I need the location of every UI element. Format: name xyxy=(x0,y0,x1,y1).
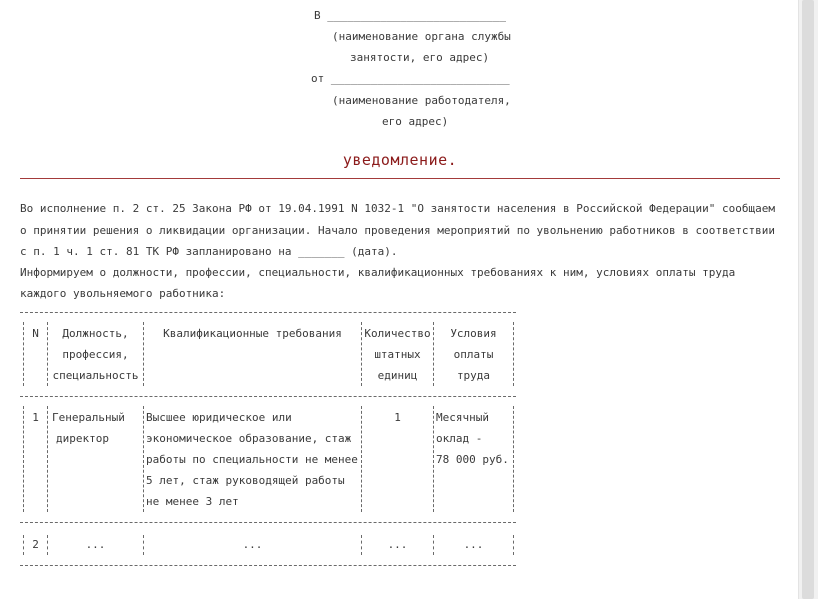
vertical-scrollbar[interactable] xyxy=(798,0,818,599)
row-1-num: 1 xyxy=(32,411,39,424)
row-2-pay: ... xyxy=(463,538,484,551)
row-1-pay: Месячный xyxy=(436,411,489,424)
table-rule-row-1 xyxy=(20,522,516,523)
row-1-pay: 78 000 руб. xyxy=(436,453,509,466)
row-1-qualification: 5 лет, стаж руководящей работы xyxy=(146,474,345,487)
table-col-border xyxy=(513,535,514,555)
recipient-caption: (наименование органа службы xyxy=(332,30,511,43)
sender-caption: (наименование работодателя, xyxy=(332,94,511,107)
body-line-4: Информируем о должности, профессии, специальности, квалификационных требованиях к ним, условиях оплаты труда xyxy=(20,266,736,279)
table-rule-header xyxy=(20,396,516,397)
row-2-qualification: ... xyxy=(242,538,263,551)
document-title: уведомление. xyxy=(342,151,458,169)
sender-caption-2: его адрес) xyxy=(382,115,449,128)
title-divider xyxy=(20,178,780,179)
row-1-quantity: 1 xyxy=(394,411,401,424)
header-qualification: Квалификационные требования xyxy=(163,327,342,340)
row-2-quantity: ... xyxy=(387,538,408,551)
body-line-5: каждого увольняемого работника: xyxy=(20,287,226,300)
header-num: N xyxy=(32,327,39,340)
row-1-qualification: работы по специальности не менее xyxy=(146,453,358,466)
table-col-border xyxy=(143,406,144,512)
header-position: профессия, xyxy=(62,348,129,361)
body-line-1: Во исполнение п. 2 ст. 25 Закона РФ от 19.04.1991 N 1032-1 "О занятости населения в Российской Федерации" сообщаем xyxy=(20,202,775,215)
table-rule-top xyxy=(20,312,516,313)
body-line-2: о принятии решения о ликвидации организации. Начало проведения мероприятий по увольнению работников в соответствии xyxy=(20,224,775,237)
recipient-line: В ___________________________ xyxy=(314,9,507,22)
table-col-border xyxy=(513,406,514,512)
row-1-qualification: не менее 3 лет xyxy=(146,495,239,508)
table-col-border xyxy=(47,406,48,512)
recipient-caption-2: занятости, его адрес) xyxy=(350,51,490,64)
header-conditions: труда xyxy=(456,369,491,382)
sender-line: от ___________________________ xyxy=(311,72,510,85)
row-1-pay: оклад - xyxy=(436,432,483,445)
row-1-position: директор xyxy=(56,432,109,445)
row-2-position: ... xyxy=(85,538,106,551)
table-col-border xyxy=(433,406,434,512)
table-col-border xyxy=(513,322,514,386)
header-quantity: штатных xyxy=(374,348,421,361)
header-position: специальность xyxy=(52,369,139,382)
header-quantity: единиц xyxy=(377,369,418,382)
body-line-3: с п. 1 ч. 1 ст. 81 ТК РФ запланировано на _______ (дата). xyxy=(20,245,398,258)
scrollbar-thumb[interactable] xyxy=(802,0,814,599)
header-quantity: Количество xyxy=(364,327,431,340)
row-1-qualification: экономическое образование, стаж xyxy=(146,432,352,445)
row-2-num: 2 xyxy=(32,538,39,551)
header-conditions: Условия xyxy=(450,327,497,340)
header-position: Должность, xyxy=(62,327,129,340)
header-conditions: оплаты xyxy=(453,348,494,361)
row-1-position: Генеральный xyxy=(52,411,125,424)
row-1-qualification: Высшее юридическое или xyxy=(146,411,292,424)
table-rule-bottom xyxy=(20,565,516,566)
